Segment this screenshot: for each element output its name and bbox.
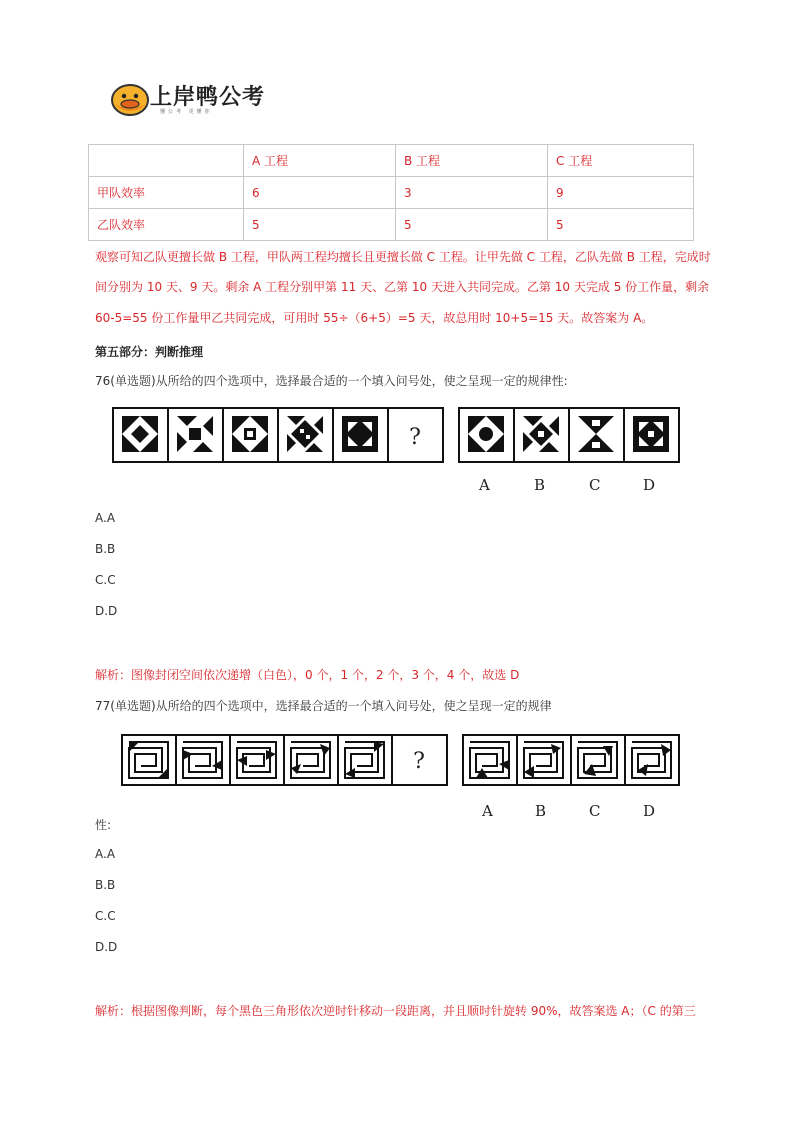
- q77-option-label-d: D: [643, 802, 656, 820]
- question-76-stem-sequence: [113, 408, 443, 462]
- duck-logo-icon: [108, 78, 152, 118]
- table-header-cell: C 工程: [548, 145, 694, 177]
- q77-option-label-a: A: [482, 802, 493, 820]
- q76-option-d-figure: [633, 416, 669, 452]
- table-cell: 9: [548, 177, 694, 209]
- question-76-figure: [112, 407, 682, 464]
- q76-option-label-d: D: [643, 476, 656, 494]
- q76-option-label-c: C: [589, 476, 601, 494]
- q76-figure-5: [342, 416, 378, 452]
- table-row: [89, 209, 694, 241]
- table-cell: 5: [244, 209, 396, 241]
- table-cell: 5: [396, 209, 548, 241]
- explanation-line: 观察可知乙队更擅长做 B 工程，甲队两工程均擅长且更擅长做 C 工程。让甲先做 C 工程，乙队先做 B 工程，完成时: [95, 250, 711, 264]
- question-77-figure: [121, 734, 681, 786]
- table-header-cell: [89, 145, 244, 177]
- q76-option-label-a: A: [479, 476, 490, 494]
- table-header-cell: A 工程: [244, 145, 396, 177]
- question-mark: ?: [413, 749, 425, 774]
- q77-option-a[interactable]: A.A: [95, 847, 116, 861]
- logo-tagline: 懂公考 更懂你: [160, 109, 213, 115]
- question-76-stem: 76(单选题)从所给的四个选项中，选择最合适的一个填入问号处，使之呈现一定的规律性:: [95, 374, 568, 388]
- q77-option-c[interactable]: C.C: [95, 909, 116, 923]
- explanation-line: 间分别为 10 天、9 天。剩余 A 工程分别甲第 11 天、乙第 10 天进入共同完成。乙第 10 天完成 5 份工作量，剩余: [95, 280, 710, 294]
- q76-option-b[interactable]: B.B: [95, 542, 116, 556]
- q76-option-c[interactable]: C.C: [95, 573, 116, 587]
- explanation-line: 60-5=55 份工作量甲乙共同完成，可用时 55÷（6+5）=5 天，故总用时 10+5=15 天。故答案为 A。: [95, 311, 654, 325]
- table-row: [89, 177, 694, 209]
- q76-option-d[interactable]: D.D: [95, 604, 118, 618]
- question-76-options: [459, 408, 679, 462]
- table-cell: 甲队效率: [89, 177, 244, 209]
- q76-analysis: 解析：图像封闭空间依次递增（白色），0 个，1 个，2 个，3 个，4 个，故选 D: [95, 668, 520, 682]
- question-77-stem-tail: 性:: [95, 818, 112, 832]
- section-title: 第五部分：判断推理: [95, 345, 204, 359]
- q77-option-label-c: C: [589, 802, 601, 820]
- logo-name: 上岸鸭公考: [150, 85, 266, 110]
- table-header-row: [89, 145, 694, 177]
- q76-option-label-b: B: [534, 476, 546, 494]
- question-77-options: [463, 735, 679, 785]
- efficiency-table: [88, 144, 694, 241]
- table-header-cell: B 工程: [396, 145, 548, 177]
- question-mark: ?: [409, 425, 421, 450]
- table-cell: 6: [244, 177, 396, 209]
- q77-option-d[interactable]: D.D: [95, 940, 118, 954]
- table-cell: 5: [548, 209, 694, 241]
- table-cell: 乙队效率: [89, 209, 244, 241]
- q77-option-label-b: B: [535, 802, 547, 820]
- q76-figure-4: [287, 416, 323, 452]
- question-77-stem-sequence: [122, 735, 447, 785]
- table-cell: 3: [396, 177, 548, 209]
- q77-analysis: 解析：根据图像判断，每个黑色三角形依次逆时针移动一段距离，并且顺时针旋转 90%，故答案选 A；（C 的第三: [95, 1004, 696, 1018]
- q76-option-a[interactable]: A.A: [95, 511, 116, 525]
- q77-option-b[interactable]: B.B: [95, 878, 116, 892]
- question-77-stem: 77(单选题)从所给的四个选项中，选择最合适的一个填入问号处，使之呈现一定的规律: [95, 699, 552, 713]
